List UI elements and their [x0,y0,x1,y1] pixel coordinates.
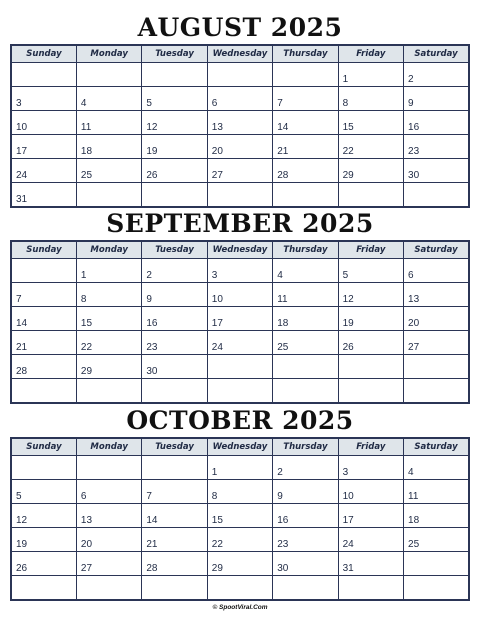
day-cell [142,379,207,404]
day-cell: 15 [338,111,403,135]
day-cell: 20 [207,135,272,159]
day-cell [142,456,207,480]
day-cell [404,576,469,601]
day-cell: 18 [404,504,469,528]
day-cell [76,63,141,87]
day-cell [11,456,76,480]
day-cell [76,576,141,601]
day-cell: 11 [273,283,338,307]
day-cell [142,576,207,601]
day-cell: 23 [404,135,469,159]
day-cell: 18 [76,135,141,159]
day-cell: 26 [338,331,403,355]
week-row [11,456,469,480]
day-cell: 6 [207,87,272,111]
week-row [11,87,469,111]
weekday-header: Sunday [11,45,76,63]
week-row [11,379,469,404]
week-row [11,552,469,576]
day-cell: 6 [76,480,141,504]
weekday-header: Thursday [273,241,338,259]
day-cell: 26 [142,159,207,183]
weekday-header: Thursday [273,438,338,456]
week-row [11,259,469,283]
day-cell: 13 [404,283,469,307]
day-cell: 14 [11,307,76,331]
day-cell: 28 [142,552,207,576]
day-cell [338,576,403,601]
day-cell: 25 [76,159,141,183]
day-cell: 28 [11,355,76,379]
day-cell [273,63,338,87]
day-cell [338,183,403,208]
day-cell [404,552,469,576]
day-cell: 22 [76,331,141,355]
day-cell: 10 [338,480,403,504]
week-row [11,111,469,135]
day-cell: 30 [404,159,469,183]
weekday-header: Wednesday [207,438,272,456]
week-row [11,135,469,159]
day-cell: 29 [338,159,403,183]
day-cell: 30 [142,355,207,379]
day-cell: 19 [142,135,207,159]
day-cell: 21 [11,331,76,355]
day-cell: 24 [338,528,403,552]
day-cell: 17 [11,135,76,159]
weekday-header: Thursday [273,45,338,63]
day-cell: 11 [404,480,469,504]
day-cell: 31 [338,552,403,576]
week-row [11,480,469,504]
day-cell [273,183,338,208]
day-cell: 12 [11,504,76,528]
weekday-header: Sunday [11,438,76,456]
week-row [11,331,469,355]
day-cell [207,63,272,87]
day-cell: 1 [76,259,141,283]
day-cell [338,355,403,379]
day-cell [273,379,338,404]
day-cell: 9 [142,283,207,307]
day-cell [11,576,76,601]
day-cell: 17 [207,307,272,331]
day-cell: 8 [76,283,141,307]
weekday-header: Monday [76,241,141,259]
day-cell: 11 [76,111,141,135]
day-cell [11,259,76,283]
day-cell: 16 [273,504,338,528]
week-row [11,283,469,307]
month-august [10,12,470,208]
day-cell: 12 [338,283,403,307]
weekday-header: Tuesday [142,241,207,259]
day-cell: 4 [404,456,469,480]
day-cell [273,576,338,601]
day-cell [273,355,338,379]
month-title: OCTOBER 2025 [126,406,354,435]
day-cell: 16 [142,307,207,331]
day-cell: 27 [207,159,272,183]
day-cell [142,183,207,208]
month-title: AUGUST 2025 [137,13,343,42]
month-title: SEPTEMBER 2025 [106,209,374,238]
weekday-header: Friday [338,438,403,456]
week-row [11,183,469,208]
day-cell: 25 [404,528,469,552]
day-cell: 4 [273,259,338,283]
day-cell: 19 [11,528,76,552]
day-cell: 31 [11,183,76,208]
day-cell: 4 [76,87,141,111]
day-cell [142,63,207,87]
day-cell [11,379,76,404]
day-cell: 7 [142,480,207,504]
weekday-header-row [11,241,469,259]
day-cell: 16 [404,111,469,135]
day-cell [404,183,469,208]
week-row [11,355,469,379]
week-row [11,528,469,552]
weekday-header: Tuesday [142,438,207,456]
calendar-grid [10,44,470,208]
day-cell [207,183,272,208]
footer-credit: © SpootViral.Com [212,604,268,611]
day-cell [207,355,272,379]
day-cell: 8 [338,87,403,111]
day-cell: 10 [207,283,272,307]
day-cell: 22 [207,528,272,552]
day-cell [76,183,141,208]
weekday-header: Wednesday [207,241,272,259]
weekday-header-row [11,438,469,456]
day-cell [11,63,76,87]
calendar-grid [10,240,470,404]
day-cell: 18 [273,307,338,331]
week-row [11,576,469,601]
day-cell: 20 [76,528,141,552]
day-cell [76,456,141,480]
day-cell [207,576,272,601]
day-cell: 2 [142,259,207,283]
weekday-header: Friday [338,45,403,63]
day-cell: 30 [273,552,338,576]
day-cell: 27 [404,331,469,355]
day-cell: 20 [404,307,469,331]
day-cell: 21 [142,528,207,552]
month-september [10,208,470,404]
day-cell: 6 [404,259,469,283]
weekday-header: Sunday [11,241,76,259]
day-cell: 29 [207,552,272,576]
day-cell: 13 [76,504,141,528]
week-row [11,307,469,331]
weekday-header: Saturday [404,241,469,259]
weekday-header: Saturday [404,45,469,63]
week-row [11,504,469,528]
day-cell: 2 [273,456,338,480]
day-cell: 3 [338,456,403,480]
weekday-header-row [11,45,469,63]
day-cell: 17 [338,504,403,528]
day-cell: 14 [142,504,207,528]
month-october [10,405,470,601]
day-cell: 24 [11,159,76,183]
day-cell: 23 [273,528,338,552]
day-cell: 26 [11,552,76,576]
day-cell [338,379,403,404]
weekday-header: Monday [76,45,141,63]
day-cell: 28 [273,159,338,183]
day-cell: 14 [273,111,338,135]
day-cell: 24 [207,331,272,355]
day-cell: 1 [207,456,272,480]
day-cell [76,379,141,404]
weekday-header: Tuesday [142,45,207,63]
day-cell: 3 [11,87,76,111]
day-cell: 5 [11,480,76,504]
day-cell: 2 [404,63,469,87]
day-cell: 5 [142,87,207,111]
day-cell: 8 [207,480,272,504]
day-cell: 1 [338,63,403,87]
weekday-header: Saturday [404,438,469,456]
day-cell: 27 [76,552,141,576]
day-cell: 7 [273,87,338,111]
day-cell: 3 [207,259,272,283]
day-cell: 9 [404,87,469,111]
day-cell: 5 [338,259,403,283]
day-cell: 10 [11,111,76,135]
day-cell: 19 [338,307,403,331]
calendar-grid [10,437,470,601]
day-cell: 21 [273,135,338,159]
day-cell: 13 [207,111,272,135]
day-cell: 9 [273,480,338,504]
week-row [11,63,469,87]
day-cell: 22 [338,135,403,159]
day-cell: 25 [273,331,338,355]
week-row [11,159,469,183]
day-cell [207,379,272,404]
day-cell: 7 [11,283,76,307]
day-cell: 23 [142,331,207,355]
day-cell [404,355,469,379]
weekday-header: Wednesday [207,45,272,63]
weekday-header: Friday [338,241,403,259]
day-cell: 29 [76,355,141,379]
weekday-header: Monday [76,438,141,456]
day-cell [404,379,469,404]
day-cell: 12 [142,111,207,135]
day-cell: 15 [76,307,141,331]
day-cell: 15 [207,504,272,528]
